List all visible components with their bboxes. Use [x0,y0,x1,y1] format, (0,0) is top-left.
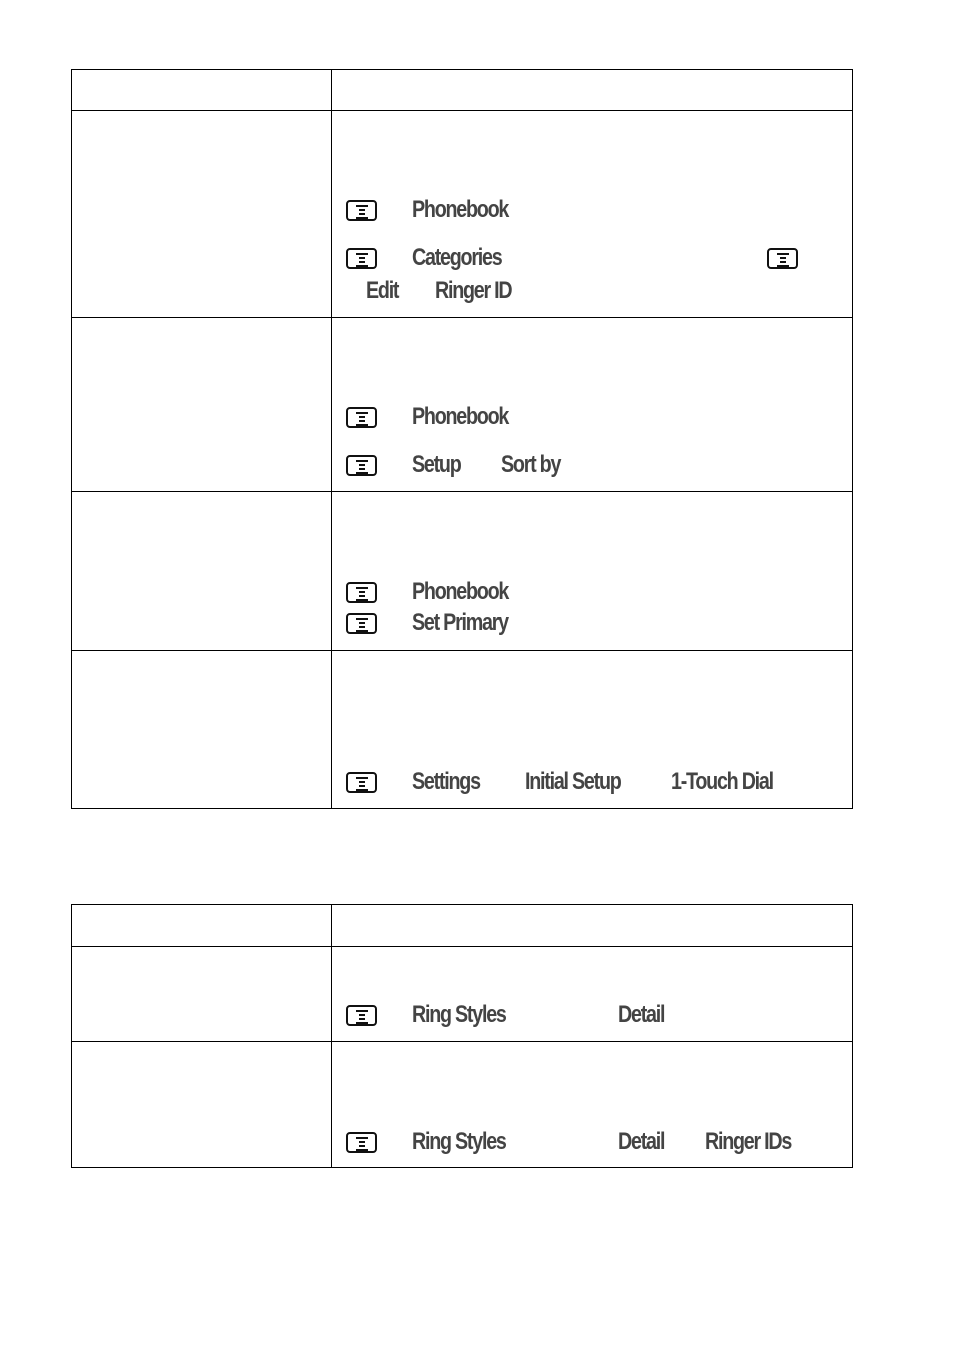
table-row [72,492,853,651]
table-row [72,651,853,809]
menu-path-line [346,768,842,796]
menu-key-icon [346,1005,377,1026]
menu-term: Setup [412,451,461,478]
menu-key-icon [346,200,377,221]
header-cell-feature [72,905,332,947]
menu-term: Phonebook [412,403,509,430]
feature-cell [72,1042,332,1168]
feature-cell [72,111,332,318]
menu-path-line [346,1128,842,1156]
description-cell [332,111,853,318]
menu-path-line [346,609,842,637]
description-cell [332,492,853,651]
header-cell-description [332,70,853,111]
menu-key-icon [346,407,377,428]
menu-term: Set Primary [412,609,508,636]
menu-term: Phonebook [412,578,509,605]
table-row [72,111,853,318]
feature-cell [72,492,332,651]
description-cell [332,651,853,809]
feature-cell [72,651,332,809]
table-row [72,1042,853,1168]
feature-cell [72,318,332,492]
table-row [72,947,853,1042]
menu-path-line [346,451,842,479]
menu-key-icon [346,772,377,793]
menu-key-icon [346,582,377,603]
menu-term: Settings [412,768,480,795]
menu-key-icon [346,613,377,634]
menu-term: Ringer ID [435,277,512,304]
menu-path-line [346,578,842,606]
menu-term: Sort by [501,451,561,478]
menu-path-line [346,244,842,272]
menu-term: Detail [618,1128,665,1155]
menu-key-icon [346,1132,377,1153]
menu-key-icon [767,248,798,269]
feature-table-2 [71,904,853,1168]
menu-path-line [346,196,842,224]
table-header-row [72,70,853,111]
menu-path-line [346,403,842,431]
feature-table-1 [71,69,853,809]
description-cell [332,1042,853,1168]
menu-term: Initial Setup [524,768,621,795]
menu-path-line [366,277,842,305]
menu-term: Ring Styles [412,1128,506,1155]
description-cell [332,947,853,1042]
menu-term: Ring Styles [412,1001,506,1028]
header-cell-feature [72,70,332,111]
table-header-row [72,905,853,947]
table-row [72,318,853,492]
menu-term: Detail [618,1001,665,1028]
menu-term: Phonebook [412,196,509,223]
menu-term: 1-Touch Dial [671,768,774,795]
menu-key-icon [346,248,377,269]
menu-term: Ringer IDs [704,1128,791,1155]
header-cell-description [332,905,853,947]
menu-term: Categories [412,244,502,271]
menu-key-icon [346,455,377,476]
menu-term: Edit [366,277,399,304]
description-cell [332,318,853,492]
menu-path-line [346,1001,842,1029]
feature-cell [72,947,332,1042]
